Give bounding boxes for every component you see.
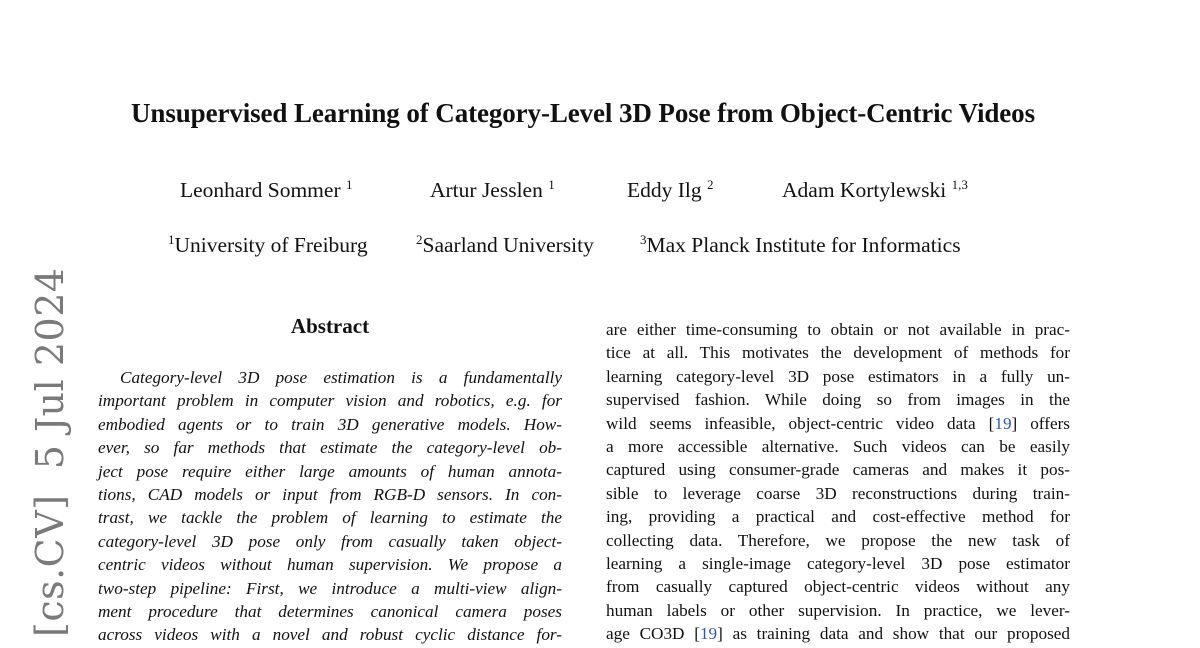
affiliation-1 — [168, 233, 368, 258]
line-text: ] offers — [1011, 413, 1070, 433]
abstract-line: important problem in computer vision and robotics, e.g. for — [98, 391, 562, 411]
abstract-line: embodied agents or to train 3D generative models. How- — [98, 414, 562, 434]
author-3 — [627, 178, 714, 203]
author-name: Leonhard Sommer — [180, 178, 341, 202]
author-affiliation-mark: 1,3 — [951, 177, 968, 192]
abstract-line: category-level 3D pose only from casually taken object- — [98, 531, 562, 551]
body-line: collecting data. Therefore, we propose the new task of — [606, 530, 1070, 550]
line-text: wild seems infeasible, object-centric video data [ — [606, 413, 995, 433]
body-line: tice at all. This motivates the development of methods for — [606, 343, 1070, 363]
body-line: sible to leverage coarse 3D reconstructions during train- — [606, 483, 1070, 503]
abstract-line: tions, CAD models or input from RGB-D sensors. In con- — [98, 484, 562, 504]
body-line — [606, 412, 1070, 435]
line-text: ] as training data and show that our proposed — [717, 624, 1070, 644]
body-line: supervised fashion. While doing so from images in the — [606, 390, 1070, 410]
abstract-line: centric videos without human supervision. We propose a — [98, 555, 562, 575]
affiliation-mark: 2 — [416, 232, 423, 247]
affiliation-name: Max Planck Institute for Informatics — [646, 233, 961, 257]
arxiv-side-stamp: [cs.CV] 5 Jul 2024 — [28, 267, 72, 637]
author-name: Eddy Ilg — [627, 178, 702, 202]
affiliation-3 — [640, 233, 961, 258]
body-line: a more accessible alternative. Such videos can be easily — [606, 436, 1070, 456]
abstract-line: ject pose require either large amounts of human annota- — [98, 461, 562, 481]
affiliation-mark: 1 — [168, 232, 175, 247]
affiliation-2 — [416, 233, 594, 258]
author-affiliation-mark: 1 — [548, 177, 555, 192]
body-line: captured using consumer-grade cameras and makes it pos- — [606, 460, 1070, 480]
abstract-line: ment procedure that determines canonical camera poses — [98, 601, 562, 621]
abstract-line: across videos with a novel and robust cyclic distance for- — [98, 625, 562, 645]
introduction-column — [606, 318, 1070, 645]
abstract-body — [98, 366, 562, 647]
author-affiliation-mark: 2 — [707, 177, 714, 192]
body-line — [606, 622, 1070, 645]
author-name: Artur Jesslen — [430, 178, 543, 202]
body-line: are either time-consuming to obtain or not available in prac- — [606, 320, 1070, 339]
author-name: Adam Kortylewski — [782, 178, 947, 202]
body-line: from casually captured object-centric videos without any — [606, 577, 1070, 597]
body-line: human labels or other supervision. In practice, we lever- — [606, 600, 1070, 620]
paper-title: Unsupervised Learning of Category-Level 3D Pose from Object-Centric Videos — [131, 98, 1035, 128]
abstract-line: two-step pipeline: First, we introduce a multi-view align- — [98, 578, 562, 598]
line-text: age CO3D [ — [606, 624, 700, 644]
citation-link[interactable]: 19 — [699, 624, 718, 644]
author-4 — [782, 178, 968, 203]
abstract-heading: Abstract — [290, 314, 370, 338]
body-line: learning category-level 3D pose estimators in a fully un- — [606, 366, 1070, 386]
affiliation-name: University of Freiburg — [174, 233, 368, 257]
abstract-line: trast, we tackle the problem of learning to estimate the — [98, 508, 562, 528]
abstract-line: Category-level 3D pose estimation is a fundamentally — [120, 368, 562, 387]
affiliation-name: Saarland University — [422, 233, 594, 257]
author-2 — [430, 178, 555, 203]
affiliation-mark: 3 — [640, 232, 647, 247]
abstract-line: ever, so far methods that estimate the category-level ob- — [98, 438, 562, 458]
author-1 — [180, 178, 353, 203]
author-list — [180, 178, 1010, 206]
affiliation-list — [168, 233, 1018, 261]
author-affiliation-mark: 1 — [346, 177, 353, 192]
body-line: ing, providing a practical and cost-effective method for — [606, 507, 1070, 527]
body-line: learning a single-image category-level 3D pose estimator — [606, 553, 1070, 573]
citation-link[interactable]: 19 — [994, 413, 1012, 433]
